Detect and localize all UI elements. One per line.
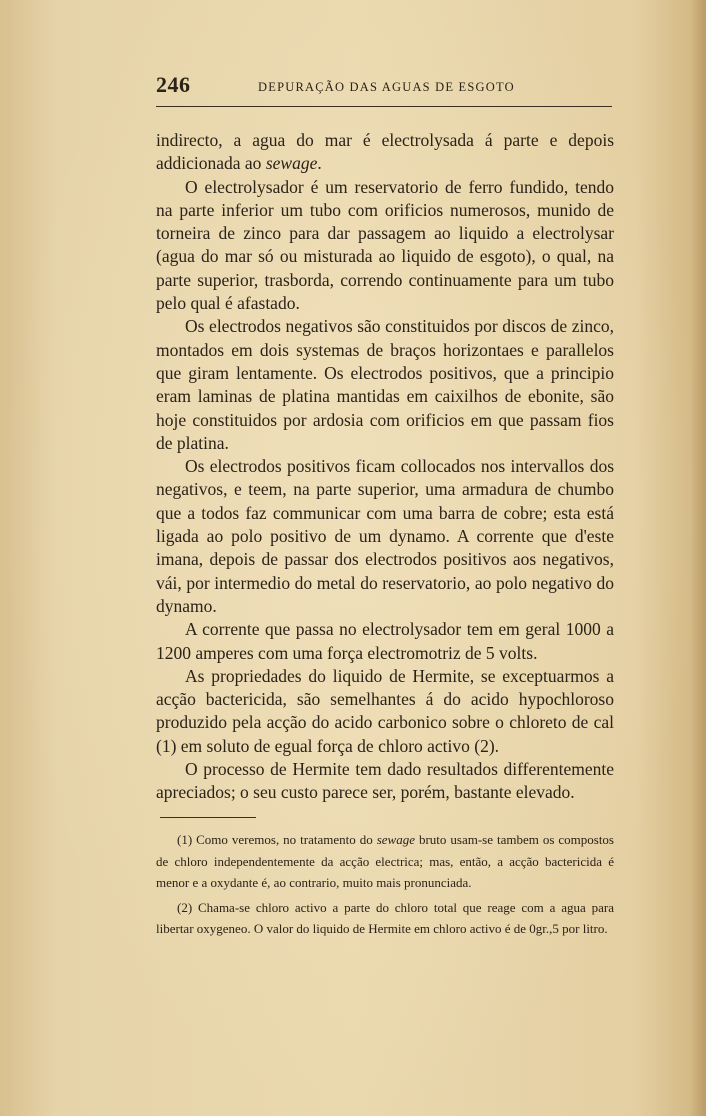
page-header	[156, 72, 612, 102]
footnote-rule	[160, 817, 256, 818]
paragraph-1: indirecto, a agua do mar é electrolysada á parte e depois addicionada ao sewage.	[156, 130, 614, 174]
italic-term: sewage	[376, 832, 415, 847]
paragraph-7: O processo de Hermite tem dado resultados differentemente apreciados; o seu custo parece ser, porém, bastante elevado.	[156, 759, 614, 803]
footnote-2: (2) Chama-se chloro activo a parte do chloro total que reage com a agua para libertar oxygeneo. O valor do liquido de Hermite em chloro activo é de 0gr.,5 por litro.	[156, 899, 614, 936]
body-text	[156, 129, 614, 805]
header-rule	[156, 106, 612, 107]
page-edge-shadow	[690, 0, 706, 1116]
paragraph-6: As propriedades do liquido de Hermite, se exceptuarmos a acção bactericida, são semelhantes á do acido hypochloroso produzido pela acção do acido carbonico sobre o chloreto de cal (1) em soluto de egual força de chloro activo (2).	[156, 665, 614, 756]
page-number: 246	[156, 72, 191, 97]
paragraph-2: O electrolysador é um reservatorio de ferro fundido, tendo na parte inferior um tubo com orificios numerosos, munido de torneira de zinco para dar passagem ao liquido a electrolysar (agua do mar só ou misturada ao liquido de esgoto), o qual, na parte superior, trasborda, correndo continuamente para um tubo pelo qual é afastado.	[156, 176, 614, 314]
footnotes	[156, 829, 614, 940]
paragraph-4: Os electrodos positivos ficam collocados nos intervallos dos negativos, e teem, na parte superior, uma armadura de chumbo que a todos faz communicar com uma barra de cobre; esta está ligada ao polo positivo de um dynamo. A corrente que d'este imana, depois de passar dos electrodos positivos aos negativos, vái, por intermedio do metal do reservatorio, ao polo negativo do dynamo.	[156, 456, 614, 616]
footnote-1: (1) Como veremos, no tratamento do sewage bruto usam-se tambem os compostos de chloro independentemente da acção electrica; mas, então, a acção bactericida é menor e a oxydante é, ao contrario, muito mais pronunciada.	[156, 832, 614, 890]
running-title: DEPURAÇÃO DAS AGUAS DE ESGOTO	[258, 80, 515, 94]
italic-term: sewage	[265, 153, 318, 174]
paragraph-3: Os electrodos negativos são constituidos por discos de zinco, montados em dois systemas de braços horizontaes e parallelos que giram lentamente. Os electrodos positivos, que a principio eram laminas de platina mantidas em caixilhos de ebonite, são hoje constituidos por ardosia com orificios em que passam fios de platina.	[156, 316, 614, 453]
paragraph-5: A corrente que passa no electrolysador tem em geral 1000 a 1200 amperes com uma força electromotriz de 5 volts.	[156, 619, 614, 663]
